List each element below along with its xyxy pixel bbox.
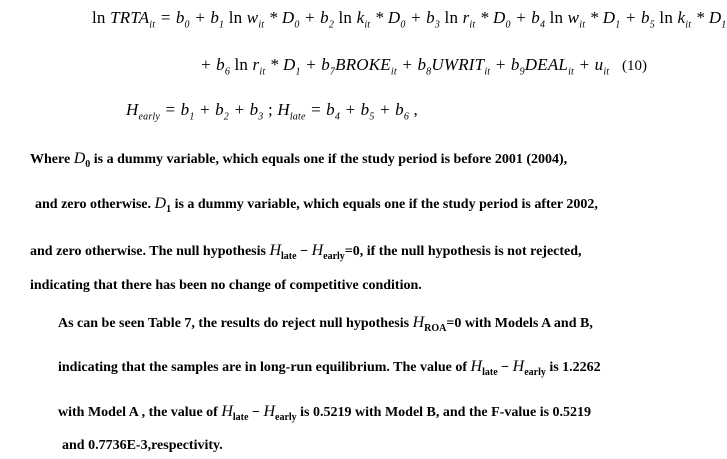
paragraph-line-4: indicating that there has been no change of competitive condition. [30, 278, 422, 293]
paragraph-line-2: and zero otherwise. $D_1$ is a dummy variable, which equals one if the study period is after 2002, [35, 195, 598, 215]
paragraph-line-5: As can be seen Table 7, the results do reject null hypothesis $H_{ROA}=0$ with Models A and B, [58, 314, 593, 334]
paragraph-line-6: indicating that the samples are in long-run equilibrium. The value of $H_{late} - H_{early}$ is 1.2262 [58, 358, 601, 378]
paragraph-line-7: with Model A , the value of $H_{late} - H_{early}$ is 0.5219 with Model B, and the F-value is 0.5219 [58, 403, 592, 423]
equation-line-1: $\ln TRTA_{it} = b_0 + b_1$ $\ln w_{it} * D_0 + b_2$ $\ln k_{it} * D_0 + b_3$ $\ln r_{it} * D_0 + b_4$ $\ln w_{it} * D_1 + b_5$ $\ln k_{it} * D_1$ [92, 8, 727, 31]
equation-number: (10) [622, 58, 647, 74]
equation-line-3: $H_{early} = b_1 + b_2 + b_3$ ; $H_{late} = b_4 + b_5 + b_6$ , [126, 100, 418, 123]
paragraph-line-8: and 0.7736E-3,respectivity. [62, 438, 223, 453]
equation-line-2: + $b_6$ $\ln r_{it} * D_1$ + $b_7BROKE_{it}$ + $b_8UWRIT_{it}$ + $b_9DEAL_{it} + u_{it}$ [200, 55, 610, 78]
paragraph-line-1: Where $D_0$ is a dummy variable, which equals one if the study period is before 2001 (2004), [30, 150, 568, 170]
paragraph-line-3: and zero otherwise. The null hypothesis $H_{late} - H_{early}=0$, if the null hypothesis is not rejected, [30, 242, 582, 262]
